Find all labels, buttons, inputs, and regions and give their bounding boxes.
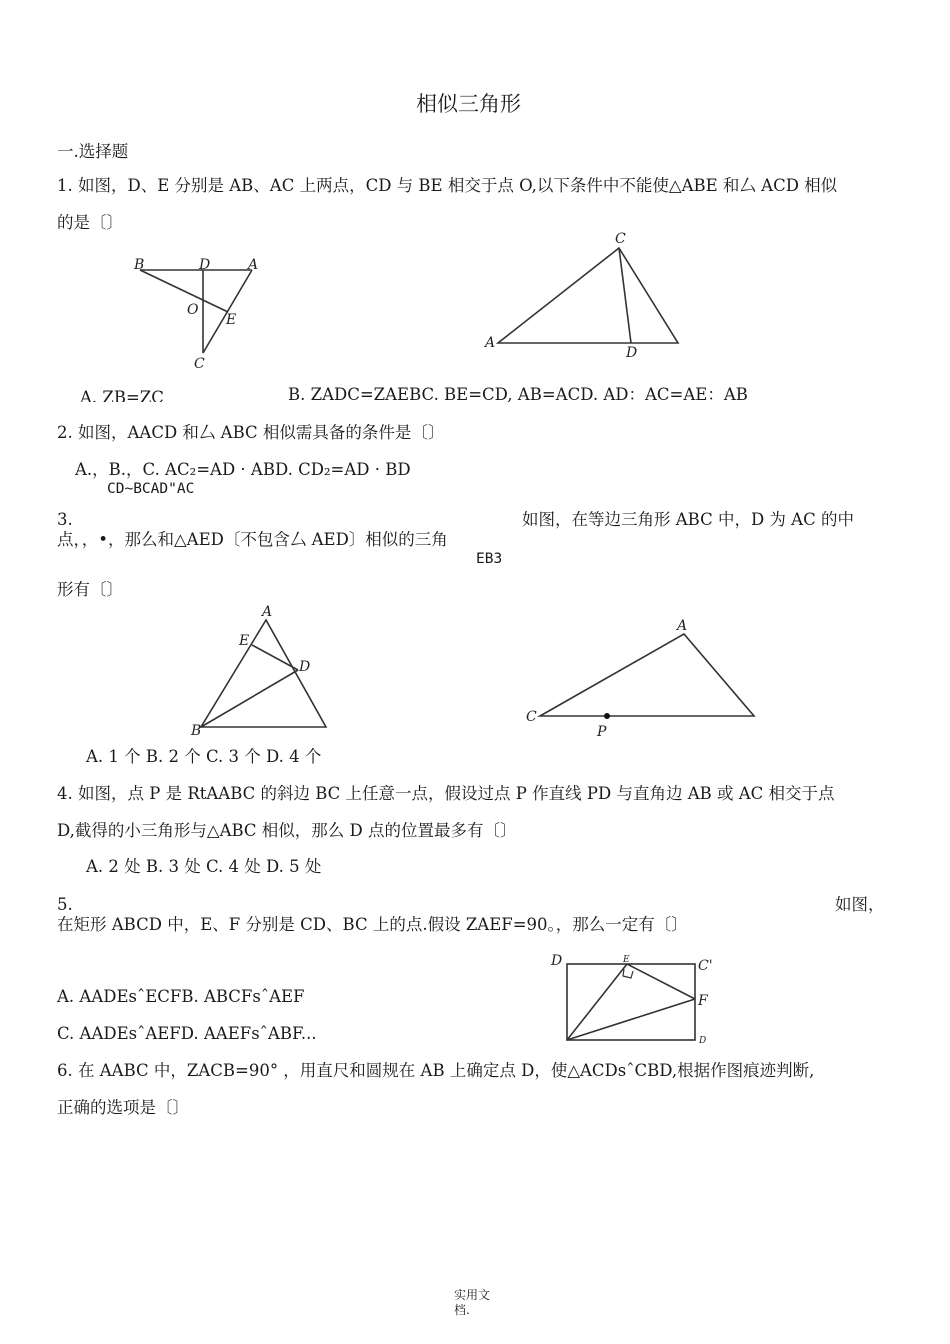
q2-options: A.，B.，C. AC₂=AD · ABD. CD₂=AD · BD: [75, 460, 411, 479]
segment-bd: [201, 670, 298, 727]
label-c: C: [194, 356, 205, 372]
q5-stem-right: 如图，: [835, 895, 885, 914]
right-angle-mark: [623, 969, 633, 978]
label-e: E: [226, 312, 237, 328]
q1-option-a: A. ZB=ZC: [80, 388, 164, 402]
label-e: E: [239, 633, 250, 649]
q6-stem-line1: 6. 在 AABC 中，ZACB=90° ，用直尺和圆规在 AB 上确定点 D，使△ACDsˆCBD,根据作图痕迹判断,: [57, 1061, 815, 1080]
point-p: [604, 713, 610, 719]
q5-figure: [547, 950, 727, 1045]
q3-figure-right: [520, 612, 760, 742]
q3-stem-line2: 点，，•，那么和△AED〔不包含厶 AED〕相似的三角: [57, 530, 448, 549]
q2-formula: CD~BCAD"AC: [107, 481, 195, 497]
label-p: P: [597, 724, 607, 740]
segment-be: [140, 270, 228, 312]
q1-figure-left: [128, 250, 268, 375]
q1-stem-line2: 的是〔〕: [57, 213, 123, 232]
segment-cd: [619, 248, 631, 343]
footer-line2: 档.: [454, 1303, 470, 1317]
q3-options: A. 1 个 B. 2 个 C. 3 个 D. 4 个: [86, 747, 322, 766]
label-d: D: [199, 257, 211, 273]
q3-figure-left: [186, 600, 336, 740]
segment-ae: [567, 964, 627, 1040]
label-a: A: [485, 335, 496, 351]
label-a: A: [262, 604, 273, 620]
q1-figure-right: [480, 228, 690, 363]
q4-stem-line2: D,截得的小三角形与△ABC 相似，那么 D 点的位置最多有〔〕: [57, 821, 517, 840]
segment-af: [567, 999, 695, 1040]
segment-ef: [627, 964, 695, 999]
q1-options-bcd: B. ZADC=ZAEBC. BE=CD, AB=ACD. AD：AC=AE：AB: [288, 385, 748, 404]
q6-stem-line2: 正确的选项是〔〕: [57, 1098, 189, 1117]
label-c: C: [526, 709, 537, 725]
page-title: 相似三角形: [416, 92, 521, 116]
q3-number: 3.: [57, 510, 73, 529]
segment-ed: [252, 645, 298, 670]
q2-stem: 2. 如图，AACD 和厶 ABC 相似需具备的条件是〔〕: [57, 423, 445, 442]
footer-line1: 实用文: [454, 1288, 491, 1302]
triangle-acb: [540, 634, 754, 716]
q5-number: 5.: [57, 895, 73, 914]
q3-stem-right: 如图，在等边三角形 ABC 中，D 为 AC 的中: [522, 510, 854, 529]
label-c: C: [615, 231, 626, 247]
label-d: D: [551, 953, 563, 969]
label-b: B: [191, 723, 202, 739]
label-b: B: [134, 257, 145, 273]
label-d: D: [626, 345, 638, 361]
q1-stem-line1: 1. 如图，D、E 分别是 AB、AC 上两点，CD 与 BE 相交于点 O,以下条件中不能使△ABE 和厶 ACD 相似: [57, 176, 838, 195]
triangle-acd: [498, 248, 678, 343]
q4-stem-line1: 4. 如图，点 P 是 RtAABC 的斜边 BC 上任意一点，假设过点 P 作直线 PD 与直角边 AB 或 AC 相交于点: [57, 784, 835, 803]
label-c: C': [698, 958, 713, 974]
q5-options-ab: A. AADEsˆECFB. ABCFsˆAEF: [57, 987, 305, 1006]
label-d: D: [299, 659, 311, 675]
q4-options: A. 2 处 B. 3 处 C. 4 处 D. 5 处: [86, 857, 322, 876]
label-e: E: [623, 955, 630, 965]
label-a: A: [677, 618, 688, 634]
section-heading: 一.选择题: [57, 142, 129, 161]
q5-stem-line2: 在矩形 ABCD 中，E、F 分别是 CD、BC 上的点.假设 ZAEF=90。，那么一定有〔〕: [57, 915, 688, 934]
label-f: F: [698, 993, 708, 1009]
label-b: D: [699, 1036, 707, 1046]
label-a: A: [248, 257, 259, 273]
label-o: O: [187, 302, 199, 318]
rectangle-abcd: [567, 964, 695, 1040]
q5-options-cd: C. AADEsˆAEFD. AAEFsˆABF...: [57, 1024, 317, 1043]
q3-stem-line3: 形有〔〕: [57, 580, 123, 599]
q3-eb3: EB3: [476, 551, 503, 567]
